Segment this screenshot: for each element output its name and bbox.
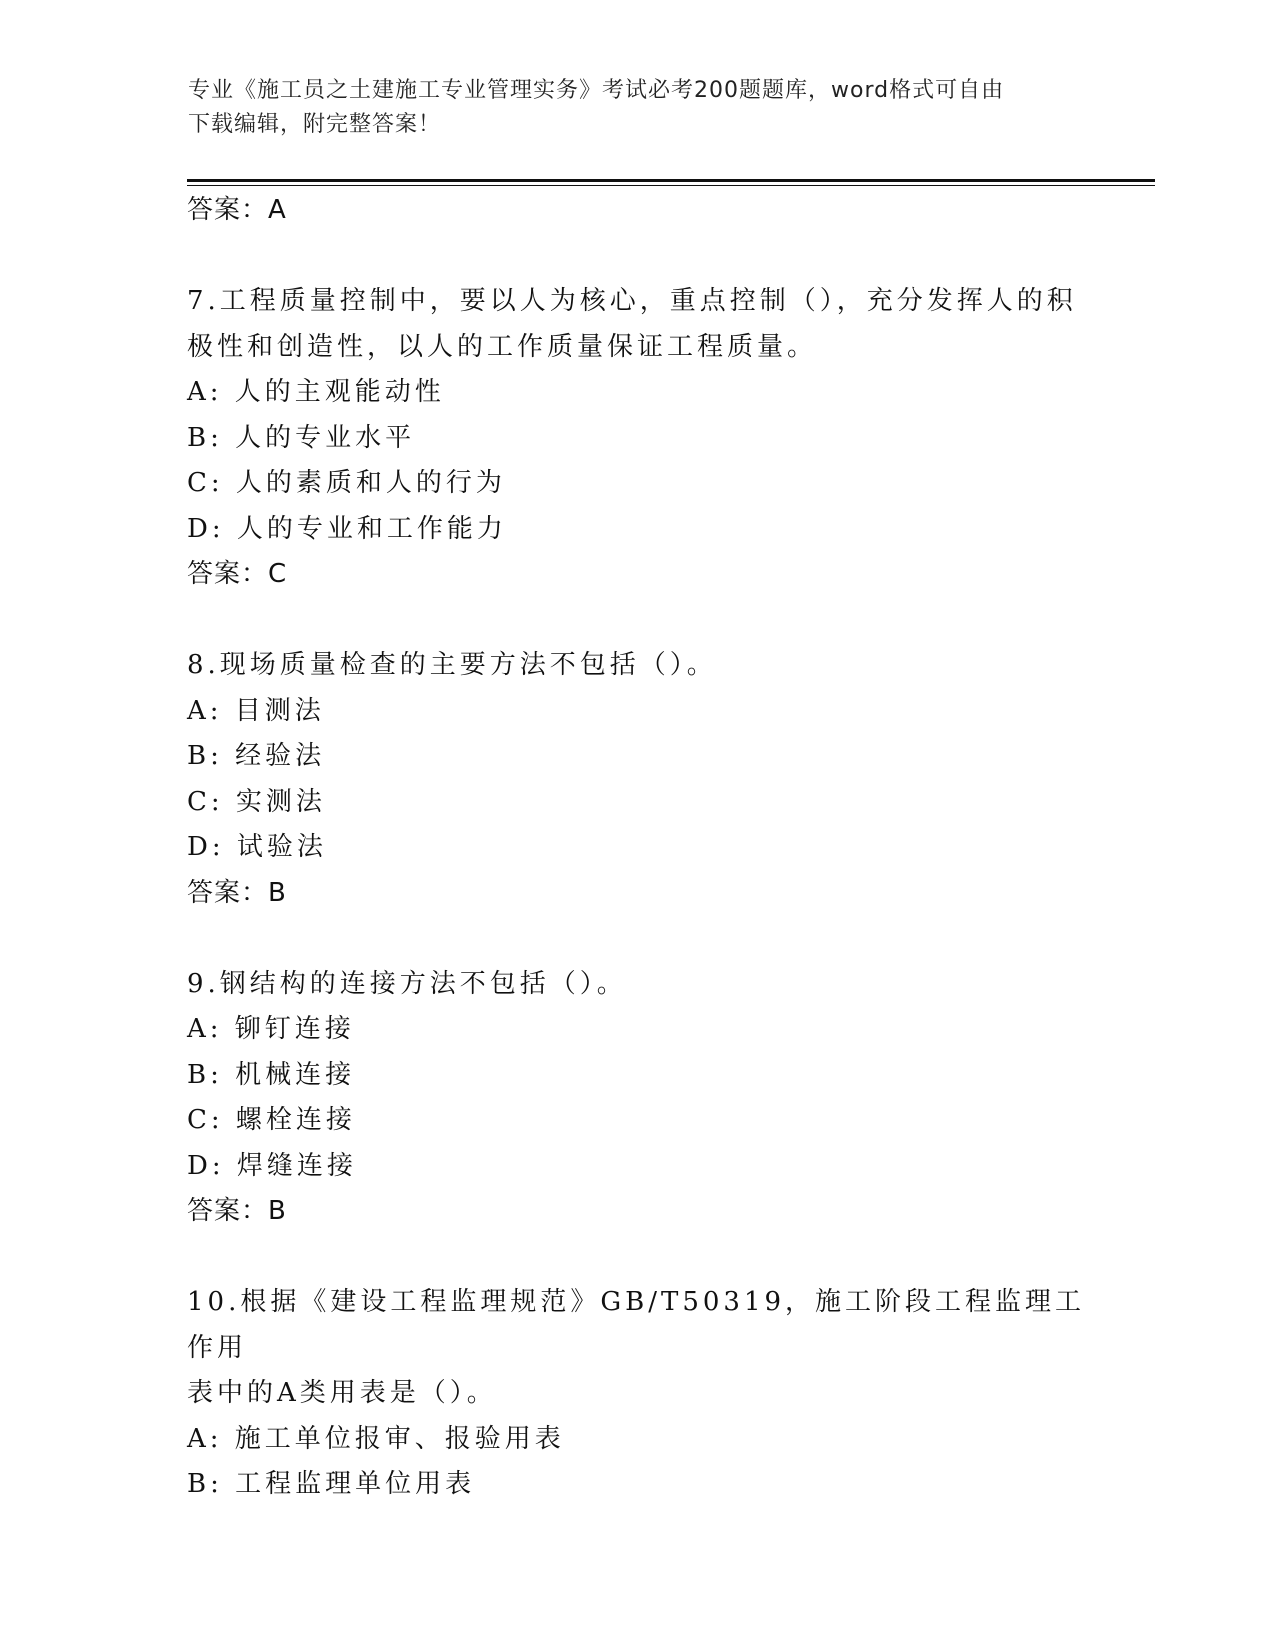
option-c: C: 人的素质和人的行为 <box>187 468 506 498</box>
document-body <box>187 188 1087 1508</box>
question-stem <box>187 279 1087 370</box>
question-9 <box>187 962 1087 1235</box>
option-a: A: 铆钉连接 <box>187 1014 355 1044</box>
question-stem-line-1: 10.根据《建设工程监理规范》GB/T50319，施工阶段工程监理工作用 <box>187 1287 1086 1363</box>
option-a: A: 人的主观能动性 <box>187 377 445 407</box>
option-c: C: 螺栓连接 <box>187 1105 356 1135</box>
spacer <box>187 598 1087 644</box>
question-stem <box>187 1280 1087 1417</box>
question-stem <box>187 962 1087 1008</box>
question-stem <box>187 643 1087 689</box>
option-b: B: 经验法 <box>187 741 326 771</box>
document-header <box>188 74 1068 142</box>
question-10 <box>187 1280 1087 1508</box>
question-stem-line-1: 7.工程质量控制中，要以人为核心，重点控制（），充分发挥人的积 <box>187 286 1077 316</box>
header-line-2: 下载编辑，附完整答案！ <box>188 112 442 137</box>
answer: 答案：C <box>187 559 288 589</box>
header-rule-thick <box>187 179 1155 182</box>
option-a: A: 目测法 <box>187 695 325 726</box>
option-d: D: 人的专业和工作能力 <box>187 513 507 544</box>
option-b: B: 人的专业水平 <box>187 422 416 453</box>
option-d: D: 焊缝连接 <box>187 1150 357 1181</box>
answer: 答案：B <box>187 877 287 908</box>
question-stem-line-2: 表中的A类用表是（）。 <box>187 1378 497 1408</box>
header-rule-thin <box>187 185 1155 186</box>
question-8 <box>187 643 1087 916</box>
header-line-1: 专业《施工员之土建施工专业管理实务》考试必考200题题库，word格式可自由 <box>188 78 1005 103</box>
answer: 答案：B <box>187 1196 287 1226</box>
option-b: B: 工程监理单位用表 <box>187 1469 476 1499</box>
question-stem-line-1: 9.钢结构的连接方法不包括（）。 <box>187 968 627 999</box>
question-stem-line-2: 极性和创造性，以人的工作质量保证工程质量。 <box>187 331 818 362</box>
spacer <box>187 916 1087 962</box>
spacer <box>187 234 1087 280</box>
option-b: B: 机械连接 <box>187 1059 356 1090</box>
question-stem-line-1: 8.现场质量检查的主要方法不包括（）。 <box>187 650 717 680</box>
option-a: A: 施工单位报审、报验用表 <box>187 1423 565 1454</box>
answer-previous: 答案：A <box>187 195 287 225</box>
question-7 <box>187 279 1087 598</box>
spacer <box>187 1235 1087 1281</box>
option-d: D: 试验法 <box>187 832 327 862</box>
option-c: C: 实测法 <box>187 786 326 817</box>
